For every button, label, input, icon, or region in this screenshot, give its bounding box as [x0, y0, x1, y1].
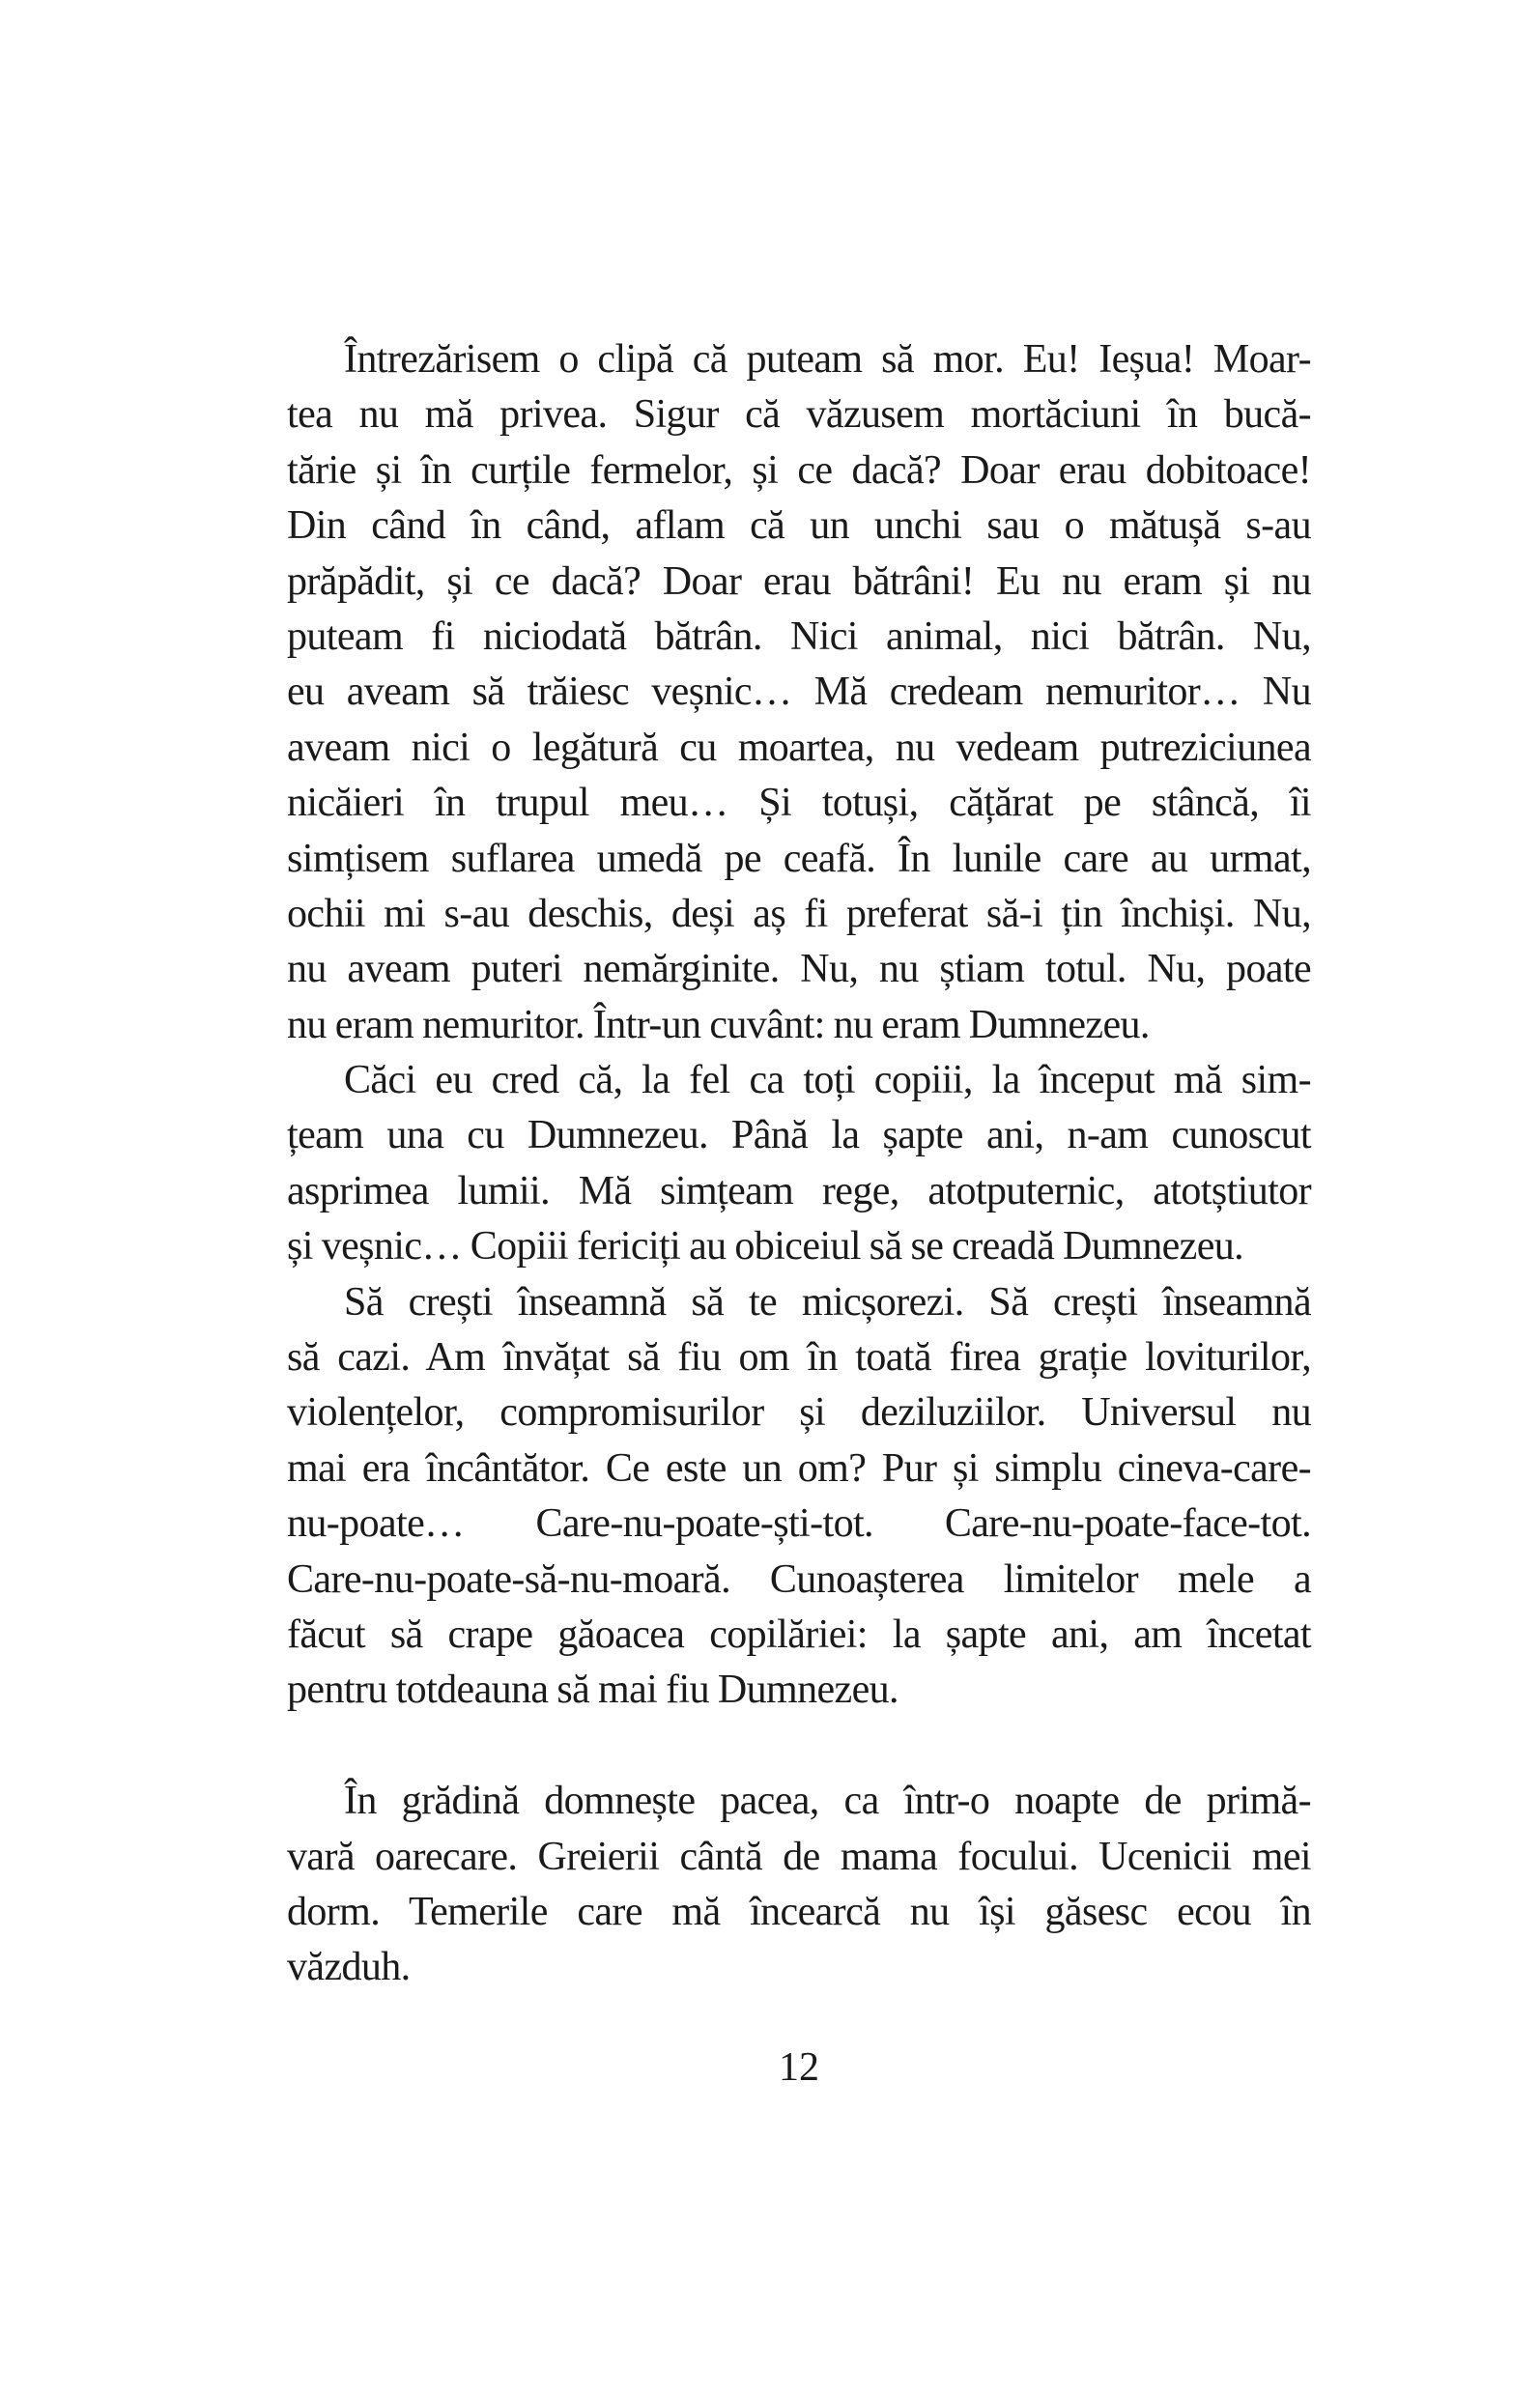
text-line: asprimea lumii. Mă simțeam rege, atotputernic, atotștiutor: [287, 1168, 1311, 1213]
text-line: ochii mi s-au deschis, deși aș fi preferat să-i țin închiși. Nu,: [287, 891, 1311, 936]
text-line: puteam fi niciodată bătrân. Nici animal, nici bătrân. Nu,: [287, 613, 1311, 659]
text-line: nicăieri în trupul meu… Și totuși, cățărat pe stâncă, îi: [287, 781, 1311, 826]
text-line: mai era încântător. Ce este un om? Pur și simplu cineva-care-: [287, 1445, 1311, 1491]
text-line: să cazi. Am învățat să fiu om în toată firea grație loviturilor,: [287, 1335, 1311, 1381]
text-line: Căci eu cred că, la fel ca toți copiii, la început mă sim-: [344, 1058, 1311, 1103]
body-text: [287, 332, 1311, 1996]
text-line: vară oarecare. Greierii cântă de mama focului. Ucenicii mei: [287, 1834, 1311, 1879]
paragraph: [287, 332, 1311, 1053]
text-line: făcut să crape găoacea copilăriei: la șapte ani, am încetat: [287, 1612, 1311, 1657]
text-line: aveam nici o legătură cu moartea, nu vedeam putreziciunea: [287, 725, 1311, 770]
text-line: pentru totdeauna să mai fiu Dumnezeu.: [287, 1668, 898, 1713]
page-number: 12: [779, 2045, 819, 2090]
text-line: văzduh.: [287, 1945, 411, 1990]
text-line: Din când în când, aflam că un unchi sau o mătușă s-au: [287, 503, 1311, 549]
paragraph: [287, 1774, 1311, 1996]
text-line: nu aveam puteri nemărginite. Nu, nu știam totul. Nu, poate: [287, 947, 1311, 992]
text-line: tea nu mă privea. Sigur că văzusem mortăciuni în bucă-: [287, 392, 1311, 438]
text-line: nu eram nemuritor. Într-un cuvânt: nu eram Dumnezeu.: [287, 1002, 1150, 1047]
text-line: Să crești înseamnă să te micșorezi. Să crești înseamnă: [344, 1279, 1311, 1325]
text-line: nu-poate… Care-nu-poate-ști-tot. Care-nu-poate-face-tot.: [287, 1501, 1311, 1547]
section-break: [287, 1719, 1311, 1774]
text-line: Care-nu-poate-să-nu-moară. Cunoașterea limitelor mele a: [287, 1556, 1311, 1602]
text-line: În grădină domnește pacea, ca într-o noapte de primă-: [344, 1779, 1311, 1824]
text-line: și veșnic… Copiii fericiți au obiceiul să se creadă Dumnezeu.: [287, 1224, 1244, 1269]
text-line: eu aveam să trăiesc veșnic… Mă credeam nemuritor… Nu: [287, 670, 1311, 715]
text-line: simțisem suflarea umedă pe ceafă. În lunile care au urmat,: [287, 836, 1311, 881]
text-line: violențelor, compromisurilor și deziluziilor. Universul nu: [287, 1390, 1311, 1436]
paragraph: [287, 1053, 1311, 1275]
text-line: țeam una cu Dumnezeu. Până la șapte ani, n-am cunoscut: [287, 1113, 1311, 1158]
text-line: prăpădit, și ce dacă? Doar erau bătrâni! Eu nu eram și nu: [287, 558, 1311, 604]
paragraph: [287, 1275, 1311, 1719]
text-line: dorm. Temerile care mă încearcă nu își găsesc ecou în: [287, 1889, 1311, 1934]
text-line: tărie și în curțile fermelor, și ce dacă? Doar erau dobitoace!: [287, 447, 1311, 493]
text-line: Întrezărisem o clipă că puteam să mor. Eu! Ieșua! Moar-: [344, 337, 1311, 382]
